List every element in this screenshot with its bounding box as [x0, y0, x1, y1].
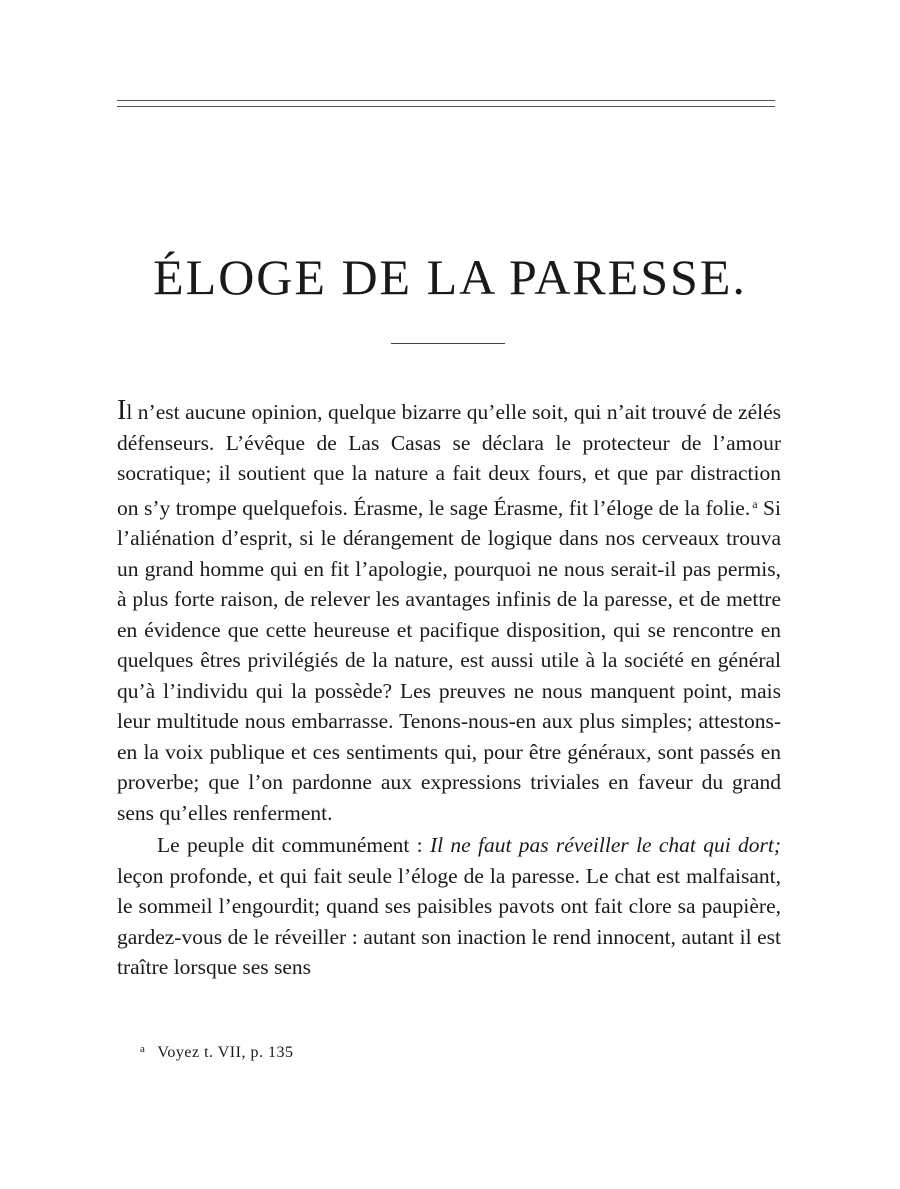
proverb-quote: Il ne faut pas réveiller le chat qui dort; [429, 833, 781, 857]
footnote-text: Voyez t. VII, p. 135 [157, 1044, 294, 1061]
paragraph-2 [117, 830, 781, 983]
drop-cap: I [117, 395, 127, 426]
paragraph-1-text-b: Si l’aliénation d’esprit, si le dérangement de logique dans nos cerveaux trouva un grand homme qui en fit l’apologie, pourquoi ne nous serait-il pas permis, à plus forte raison, de relever les avantages infinis de la paresse, et de mettre en évidence que cette heureuse et pacifique disposition, qui se rencontre en quelques êtres privilégiés de la nature, est aussi utile à la société en général qu’à l’individu qui la possède? Les preuves ne nous manquent point, mais leur multitude nous embarrasse. Tenons-nous-en aux plus simples; attestons-en la voix publique et ces sentiments qui, pour être généraux, sont passés en proverbe; que l’on pardonne aux expressions triviales en faveur du grand sens qu’elles renferment. [117, 495, 781, 825]
page-title: ÉLOGE DE LA PARESSE. [153, 249, 747, 305]
top-double-rule [117, 100, 775, 107]
footnote [140, 1043, 293, 1062]
paragraph-1 [117, 396, 781, 828]
title-underline-rule [391, 343, 505, 344]
paragraph-1-text-a: l n’est aucune opinion, quelque bizarre qu’elle soit, qui n’ait trouvé de zélés défenseurs. L’évêque de Las Casas se déclara le protecteur de l’amour socratique; il soutient que la nature a fait deux fours, et que par distraction on s’y trompe quelquefois. Érasme, le sage Érasme, fit l’éloge de la folie. [117, 400, 781, 520]
paragraph-2-text: leçon profonde, et qui fait seule l’éloge de la paresse. Le chat est malfaisant, le sommeil l’engourdit; quand ses paisibles pavots ont fait clore sa paupière, gardez-vous de le réveiller : autant son inaction le rend innocent, autant il est traître lorsque ses sens [117, 863, 781, 979]
main-text [117, 396, 781, 983]
footnote-mark: a [140, 1043, 146, 1055]
paragraph-2-intro: Le peuple dit communément : [157, 833, 430, 857]
footnote-reference[interactable]: a [752, 496, 758, 511]
